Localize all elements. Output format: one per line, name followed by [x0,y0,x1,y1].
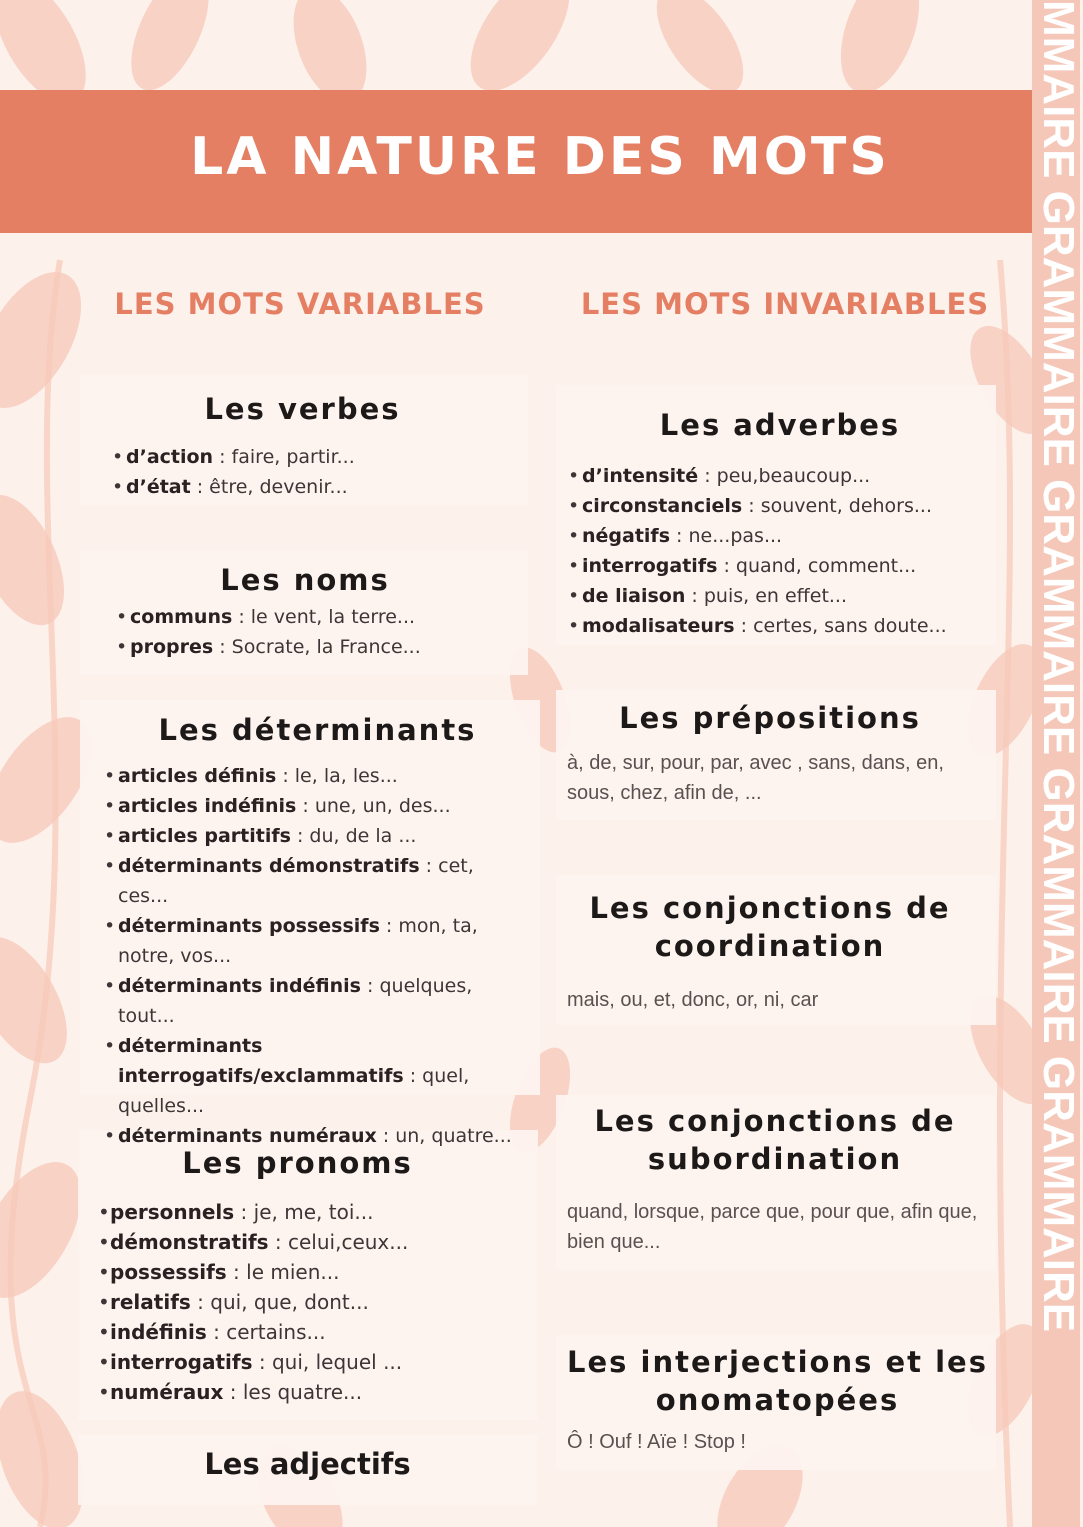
list-item: • déterminants démonstratifs : cet, ces... [104,851,524,911]
invariables-heading: LES MOTS INVARIABLES [580,287,990,321]
interjections-heading [560,1343,995,1419]
prepositions-text: à, de, sur, pour, par, avec , sans, dans, en, sous, chez, afin de, ... [567,752,944,804]
noms-heading: Les noms [220,563,390,597]
subordination-heading [565,1102,985,1178]
interjections-heading-line2: onomatopées [655,1383,900,1417]
variables-heading: LES MOTS VARIABLES [114,287,486,321]
list-item: • numéraux : les quatre... [98,1377,408,1407]
list-item: • circonstanciels : souvent, dehors... [568,491,947,521]
adjectifs-heading: Les adjectifs [204,1447,411,1481]
page-title: LA NATURE DES MOTS [190,127,890,187]
list-item: • interrogatifs : qui, lequel ... [98,1347,408,1377]
list-item: • communs : le vent, la terre... [116,602,421,632]
list-item: • personnels : je, me, toi... [98,1197,408,1227]
list-item: • déterminants numéraux : un, quatre... [104,1121,524,1151]
list-item: • articles partitifs : du, de la ... [104,821,524,851]
subordination-heading-line2: subordination [647,1142,903,1176]
subordination-heading-line1: Les conjonctions de [594,1104,956,1138]
adverbes-list [568,461,947,641]
list-item: • d’action : faire, partir... [112,442,355,472]
list-item: • articles indéfinis : une, un, des... [104,791,524,821]
noms-list [116,602,421,662]
verbes-list [112,442,355,502]
list-item: • possessifs : le mien... [98,1257,408,1287]
list-item: • d’état : être, devenir... [112,472,355,502]
list-item: • indéfinis : certains... [98,1317,408,1347]
coordination-heading [560,889,980,965]
pronoms-list [98,1197,408,1407]
pronoms-heading: Les pronoms [182,1146,413,1180]
verbes-heading: Les verbes [204,392,401,426]
list-item: • relatifs : qui, que, dont... [98,1287,408,1317]
adverbes-heading: Les adverbes [659,408,901,442]
list-item: • modalisateurs : certes, sans doute... [568,611,947,641]
list-item: • propres : Socrate, la France... [116,632,421,662]
side-banner-text: MMAIRE GRAMMAIRE GRAMMAIRE GRAMMAIRE GRAMMAIRE [1034,0,1083,1333]
coordination-heading-line2: coordination [654,929,886,963]
list-item: • négatifs : ne...pas... [568,521,947,551]
determinants-list [104,761,524,1151]
list-item: • de liaison : puis, en effet... [568,581,947,611]
list-item: • déterminants interrogatifs/exclammatifs : quel, quelles... [104,1031,524,1121]
list-item: • interrogatifs : quand, comment... [568,551,947,581]
list-item: • déterminants possessifs : mon, ta, notre, vos... [104,911,524,971]
coordination-text: mais, ou, et, donc, or, ni, car [567,989,819,1011]
subordination-text: quand, lorsque, parce que, pour que, afin que, bien que... [567,1201,978,1253]
interjections-text: Ô ! Ouf ! Aïe ! Stop ! [567,1431,746,1453]
prepositions-heading: Les prépositions [619,701,921,735]
list-item: • d’intensité : peu,beaucoup... [568,461,947,491]
list-item: • déterminants indéfinis : quelques, tout... [104,971,524,1031]
list-item: • articles définis : le, la, les... [104,761,524,791]
coordination-heading-line1: Les conjonctions de [589,891,951,925]
interjections-heading-line1: Les interjections et les [567,1345,988,1379]
list-item: • démonstratifs : celui,ceux... [98,1227,408,1257]
determinants-heading: Les déterminants [158,713,477,747]
